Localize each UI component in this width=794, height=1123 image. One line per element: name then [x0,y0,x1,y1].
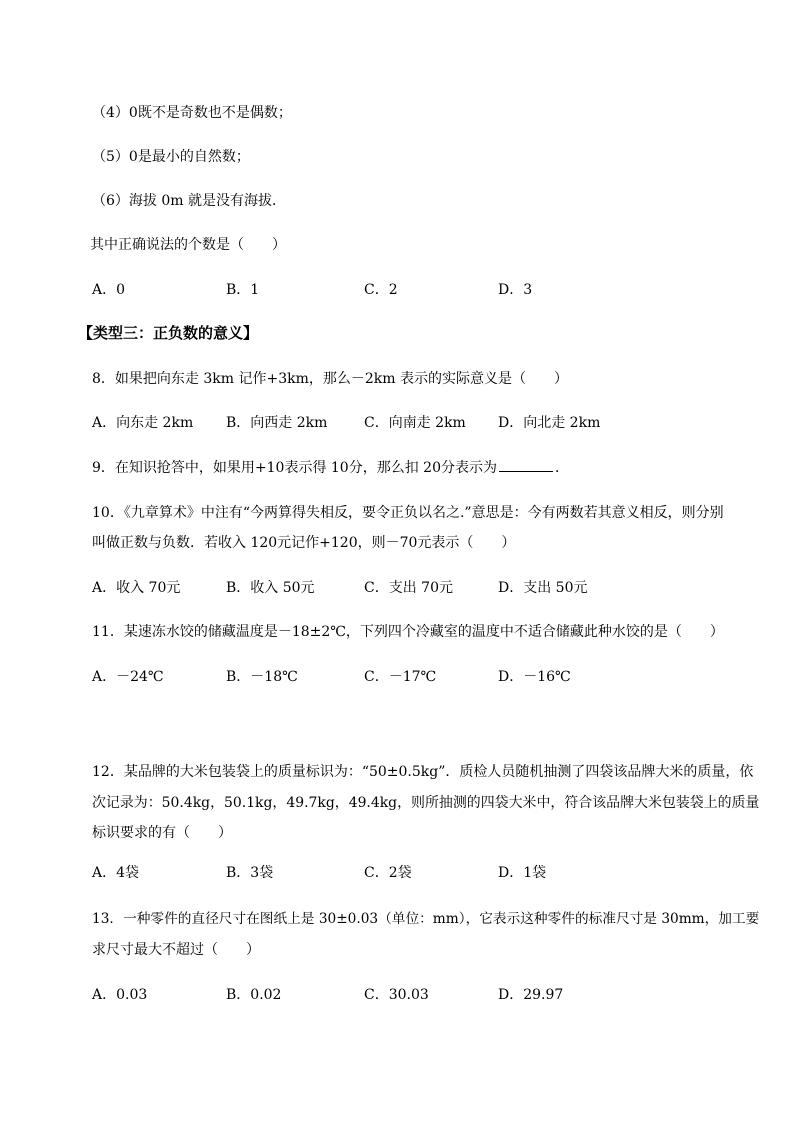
statement-4: （4）0既不是奇数也不是偶数； [92,105,292,121]
option-b: B．1 [226,282,260,298]
option-d: D．3 [498,282,533,298]
question-13-line-1: 13．一种零件的直径尺寸在图纸上是 30±0.03（单位：mm），它表示这种零件的标准尺寸是 30mm，加工要 [92,911,760,927]
section-header: 【类型三：正负数的意义】 [78,324,259,342]
option-a: A．0.03 [92,987,148,1003]
answer-blank [499,457,553,472]
question-12-line-3: 标识要求的有（ ） [92,825,232,841]
option-b: B．收入 50元 [226,580,315,596]
question-7-options [92,280,732,300]
option-a: A．收入 70元 [92,580,181,596]
question-9-text: 9．在知识抢答中，如果用+10表示得 10分，那么扣 20分表示为 [92,460,497,476]
question-8-options [92,413,732,433]
option-c: C．2袋 [364,865,412,881]
question-10-line-1: 10．《九章算术》中注有“今两算得失相反，要令正负以名之.”意思是：今有两数若其意义相反，则分别 [92,505,724,521]
option-c: C．30.03 [364,987,429,1003]
question-13-options [92,985,732,1005]
option-b: B．向西走 2km [226,415,328,431]
option-a: A．0 [92,282,126,298]
option-a: A．4袋 [92,865,140,881]
option-c: C．向南走 2km [364,415,466,431]
option-d: D．1袋 [498,865,547,881]
option-c: C．2 [364,282,398,298]
question-11-text: 11．某速冻水饺的储藏温度是－18±2℃，下列四个冷藏室的温度中不适合储藏此种水饺的是（ ） [92,624,724,640]
option-d: D．支出 50元 [498,580,588,596]
question-12-line-1: 12．某品牌的大米包装袋上的质量标识为：“50±0.5kg”．质检人员随机抽测了四袋该品牌大米的质量，依 [92,764,754,780]
question-12-options [92,863,732,883]
question-12-line-2: 次记录为：50.4kg，50.1kg，49.7kg，49.4kg，则所抽测的四袋大米中，符合该品牌大米包装袋上的质量 [92,795,760,811]
question-9 [92,457,569,477]
option-c: C．支出 70元 [364,580,453,596]
option-d: D．29.97 [498,987,564,1003]
option-d: D．－16℃ [498,669,571,685]
option-a: A．－24℃ [92,669,164,685]
option-b: B．0.02 [226,987,282,1003]
option-a: A．向东走 2km [92,415,194,431]
option-b: B．3袋 [226,865,274,881]
statement-6: （6）海拔 0m 就是没有海拔． [92,193,286,209]
question-9-end: ． [554,460,569,476]
question-7-stem: 其中正确说法的个数是（ ） [90,237,286,253]
option-d: D．向北走 2km [498,415,601,431]
question-10-options [92,578,732,598]
question-8-text: 8．如果把向东走 3km 记作+3km，那么－2km 表示的实际意义是（ ） [92,371,568,387]
question-10-line-2: 叫做正数与负数．若收入 120元记作+120，则－70元表示（ ） [92,535,516,551]
option-b: B．－18℃ [226,669,298,685]
question-11-options [92,667,732,687]
statement-5: （5）0是最小的自然数； [92,149,250,165]
option-c: C．－17℃ [364,669,437,685]
question-13-line-2: 求尺寸最大不超过（ ） [92,942,260,958]
